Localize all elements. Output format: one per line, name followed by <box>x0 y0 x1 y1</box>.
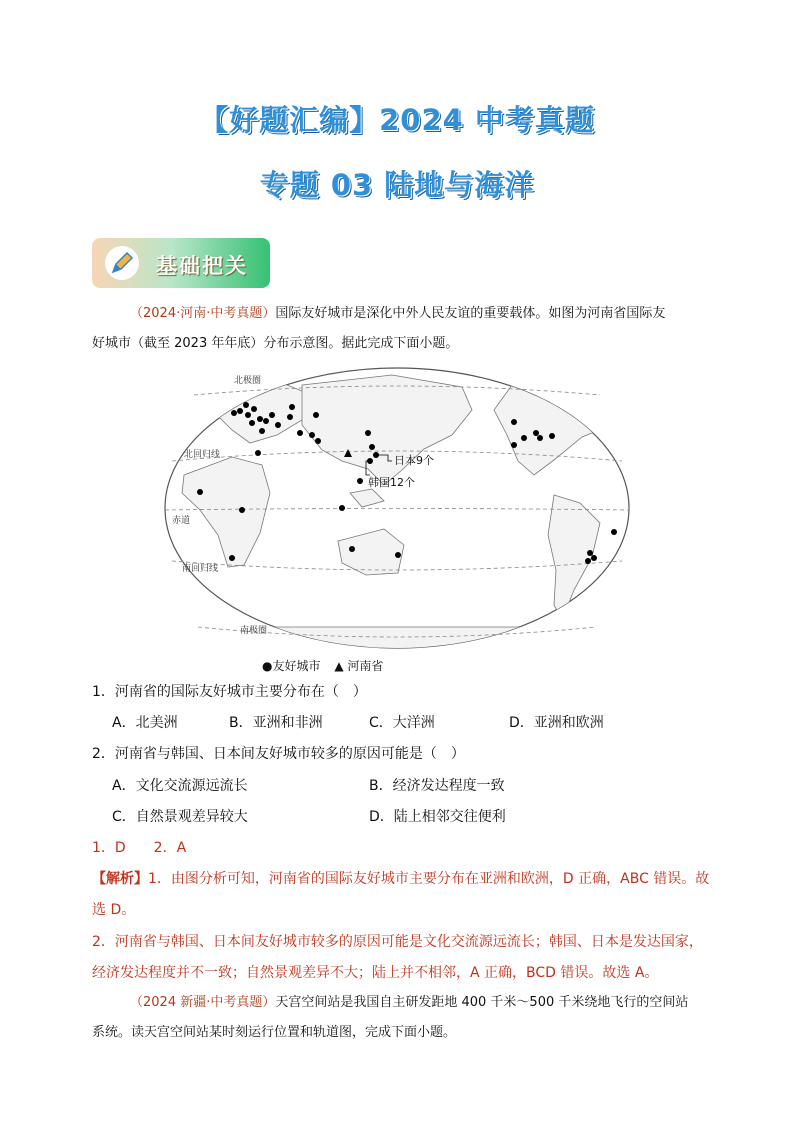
city-dot <box>313 412 319 418</box>
label-korea: 韩国12个 <box>368 476 415 489</box>
city-dot <box>369 444 375 450</box>
city-dot <box>251 406 257 412</box>
source-tag-2: （2024 新疆·中考真题） <box>130 995 276 1010</box>
city-dot <box>257 416 263 422</box>
city-dot <box>259 428 265 434</box>
q1-option-b: B．亚洲和非洲 <box>229 715 323 731</box>
city-dot <box>289 404 295 410</box>
city-dot <box>357 478 363 484</box>
city-dot <box>249 420 255 426</box>
city-dot <box>549 433 555 439</box>
city-dot <box>309 432 315 438</box>
label-antarctic-circle: 南极圈 <box>240 626 268 636</box>
city-dot <box>587 550 593 556</box>
city-dot <box>269 412 275 418</box>
page-title: 【好题汇编】2024 中考真题 <box>199 103 595 137</box>
label-tropic-capricorn: 南回归线 <box>182 564 219 574</box>
question-2-stem: 2．河南省与韩国、日本间友好城市较多的原因可能是（ ） <box>92 746 465 762</box>
source-tag: （2024·河南·中考真题） <box>130 306 276 321</box>
city-dot <box>315 438 321 444</box>
city-dot <box>297 430 303 436</box>
q1-option-c: C．大洋洲 <box>369 715 435 731</box>
analysis-text-1: 1．由图分析可知，河南省的国际友好城市主要分布在亚洲和欧洲，D 正确，ABC 错误。故 <box>148 871 710 887</box>
analysis-line-4: 经济发达程度并不一致；自然景观差异不大；陆上并不相邻，A 正确，BCD 错误。故选 A。 <box>92 965 659 981</box>
city-dot <box>511 442 517 448</box>
q2-option-a: A．文化交流源远流长 <box>112 778 248 794</box>
map-legend <box>262 657 383 674</box>
city-dot <box>395 552 401 558</box>
intro3-text-1: 天宫空间站是我国自主研发距地 400 千米～500 千米绕地飞行的空间站 <box>275 995 689 1010</box>
label-japan: 日本9个 <box>394 454 434 467</box>
question-1-stem: 1．河南省的国际友好城市主要分布在（ ） <box>92 684 367 700</box>
city-dot <box>275 422 281 428</box>
intro-text-2: 好城市（截至 2023 年年底）分布示意图。据此完成下面小题。 <box>92 336 459 351</box>
city-dot <box>255 450 261 456</box>
city-dot <box>591 555 597 561</box>
city-dot <box>239 507 245 513</box>
label-tropic-cancer: 北回归线 <box>184 450 221 460</box>
answer-line: 1．D 2．A <box>92 840 187 856</box>
q2-option-d: D．陆上相邻交往便利 <box>369 809 506 825</box>
city-dot <box>231 410 237 416</box>
section-badge <box>92 238 270 288</box>
city-dot <box>237 408 243 414</box>
city-dot <box>339 505 345 511</box>
city-dot <box>245 412 251 418</box>
city-dot <box>611 529 617 535</box>
city-dot <box>511 419 517 425</box>
section-label: 基础把关 <box>156 254 248 278</box>
city-dot <box>229 555 235 561</box>
question-3-intro <box>92 993 712 1043</box>
label-arctic-circle: 北极圈 <box>234 376 262 386</box>
analysis-line-2: 选 D。 <box>92 902 136 918</box>
city-dot <box>585 558 591 564</box>
question-intro <box>92 304 712 354</box>
city-dot <box>287 414 293 420</box>
intro3-text-2: 系统。读天宫空间站某时刻运行位置和轨道图，完成下面小题。 <box>92 1025 457 1040</box>
world-map <box>162 365 632 660</box>
city-dot <box>521 435 527 441</box>
city-dot <box>537 435 543 441</box>
city-dot <box>365 430 371 436</box>
analysis-tag: 【解析】 <box>92 871 148 887</box>
q1-option-d: D．亚洲和欧洲 <box>509 715 604 731</box>
intro-text-1: 国际友好城市是深化中外人民友谊的重要载体。如图为河南省国际友 <box>275 306 666 321</box>
analysis-line-1 <box>92 868 712 888</box>
page-subtitle: 专题 03 陆地与海洋 <box>259 168 535 202</box>
label-equator: 赤道 <box>172 516 191 526</box>
city-dot <box>263 418 269 424</box>
legend-city: ●友好城市 <box>262 659 321 673</box>
q2-option-c: C．自然景观差异较大 <box>112 809 248 825</box>
q2-option-b: B．经济发达程度一致 <box>369 778 505 794</box>
city-dot <box>349 546 355 552</box>
pencil-icon <box>104 245 140 281</box>
city-dot <box>243 402 249 408</box>
analysis-line-3: 2．河南省与韩国、日本间友好城市较多的原因可能是文化交流源远流长；韩国、日本是发达国家， <box>92 934 703 950</box>
city-dot <box>197 489 203 495</box>
city-dot <box>533 430 539 436</box>
legend-province: ▲ 河南省 <box>334 659 384 673</box>
q1-option-a: A．北美洲 <box>112 715 178 731</box>
